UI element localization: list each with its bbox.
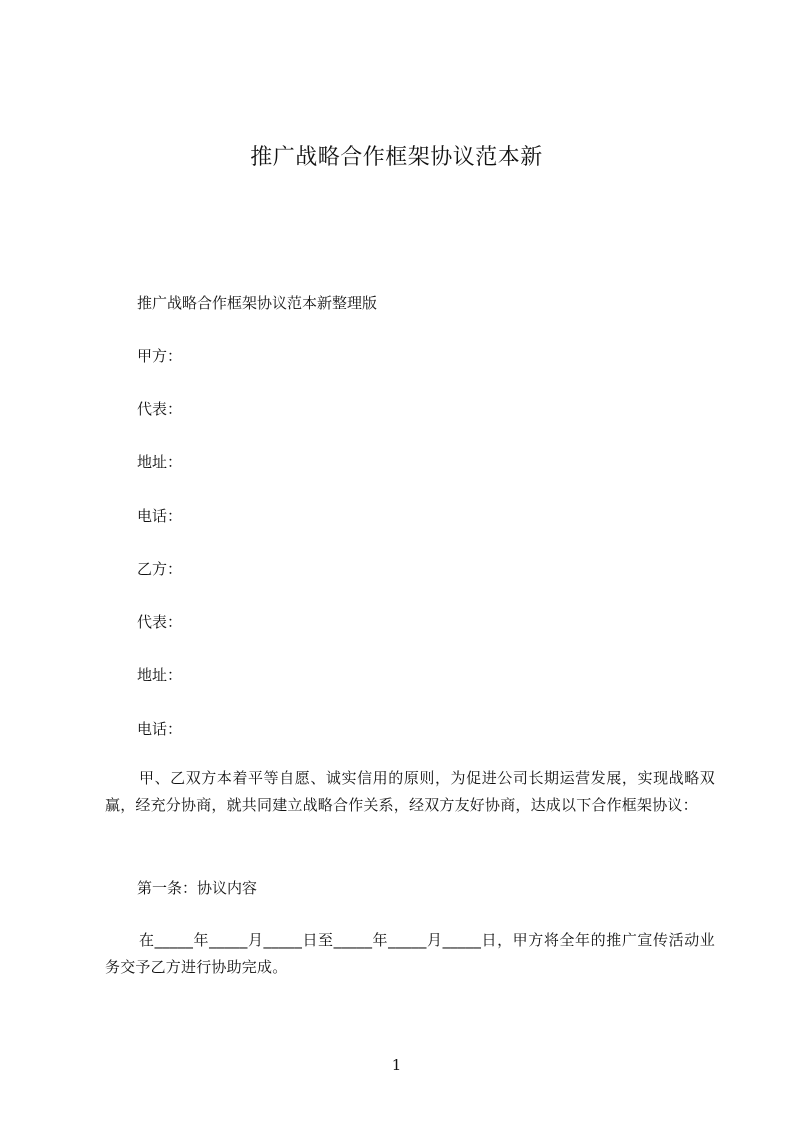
- page-number: 1: [391, 1056, 402, 1074]
- article-1-heading: 第一条：协议内容: [137, 879, 258, 897]
- party-b-address: 地址：: [137, 666, 183, 684]
- party-a-address: 地址：: [137, 453, 183, 471]
- intro-paragraph: 甲、乙双方本着平等自愿、诚实信用的原则，为促进公司长期运营发展，实现战略双赢，经充分协商，就共同建立战略合作关系，经双方友好协商，达成以下合作框架协议：: [105, 769, 715, 814]
- party-b-label: 乙方：: [137, 560, 183, 578]
- party-a-label: 甲方：: [137, 347, 183, 365]
- article-1-body: 在_____年_____月_____日至_____年_____月_____日，甲方将全年的推广宣传活动业务交予乙方进行协助完成。: [105, 931, 715, 976]
- party-b-phone: 电话：: [137, 720, 183, 738]
- document-title: 推广战略合作框架协议范本新: [250, 145, 543, 170]
- party-a-rep: 代表：: [137, 400, 183, 418]
- party-b-rep: 代表：: [137, 613, 183, 631]
- party-a-phone: 电话：: [137, 507, 183, 525]
- document-subtitle: 推广战略合作框架协议范本新整理版: [137, 294, 378, 312]
